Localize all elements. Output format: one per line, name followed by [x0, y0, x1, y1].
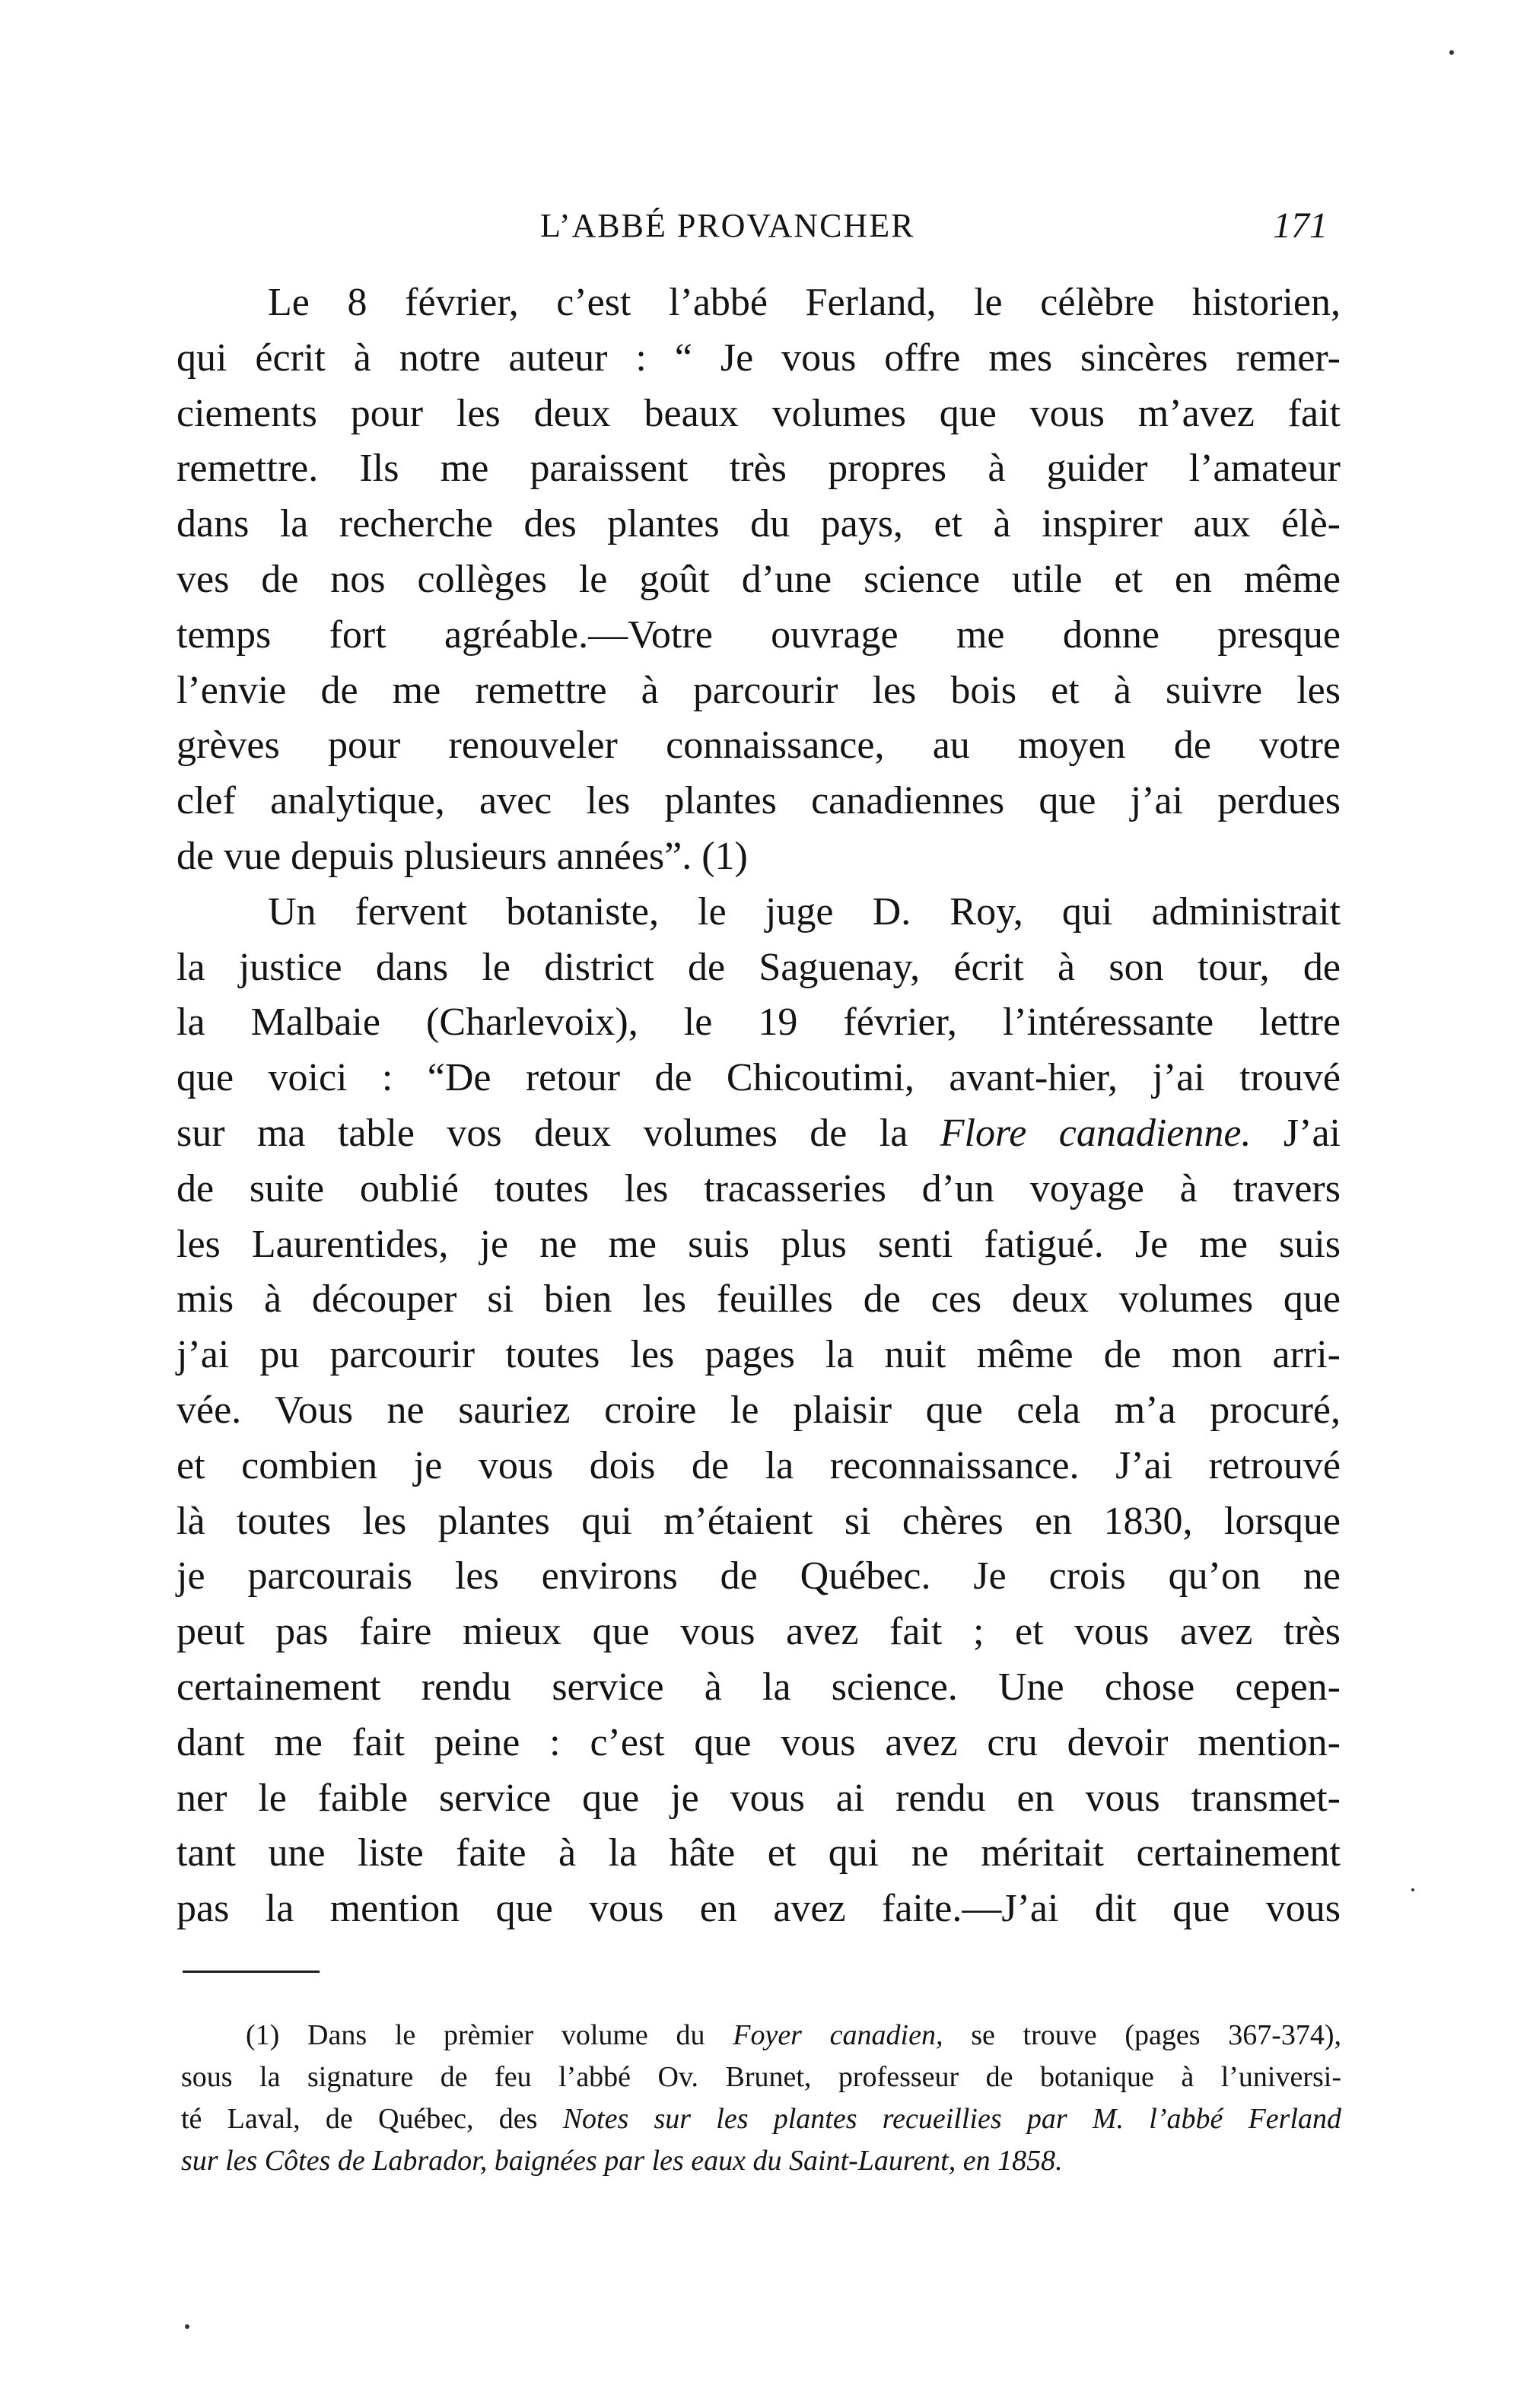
text-line: ner le faible service que je vous ai rendu en vous transmet-: [177, 1776, 1341, 1820]
paper-speck: [185, 2324, 189, 2329]
text-line: de vue depuis plusieurs années”. (1): [177, 834, 748, 878]
text-line: et combien je vous dois de la reconnaissance. J’ai retrouvé: [177, 1443, 1341, 1487]
footnote-line: [181, 2098, 1341, 2140]
text-line: tant une liste faite à la hâte et qui ne méritait certainement: [177, 1831, 1341, 1875]
text-line: de suite oublié toutes les tracasseries d’un voyage à travers: [177, 1166, 1341, 1210]
text-line: [177, 1106, 1341, 1162]
text-line: ves de nos collèges le goût d’une science utile et en même: [177, 557, 1341, 601]
text-line: dant me fait peine : c’est que vous avez cru devoir mention-: [177, 1720, 1341, 1764]
text-segment: té Laval, de Québec, des: [181, 2103, 538, 2135]
running-title: L’ABBÉ PROVANCHER: [540, 207, 915, 244]
italic-segment: Notes sur les plantes recueillies par M. l’abbé Ferland: [562, 2103, 1342, 2135]
text-line: peut pas faire mieux que vous avez fait ; et vous avez très: [177, 1610, 1341, 1654]
text-segment: (1) Dans le prèmier volume du: [246, 2019, 705, 2051]
footnote-line: sous la signature de feu l’abbé Ov. Brunet, professeur de botanique à l’universi-: [181, 2061, 1341, 2093]
italic-segment: en 1858.: [962, 2145, 1063, 2177]
text-line: temps fort agréable.—Votre ouvrage me donne presque: [177, 612, 1341, 657]
text-line: je parcourais les environs de Québec. Je crois qu’on ne: [177, 1554, 1341, 1598]
book-title-italic: Flore canadienne.: [940, 1111, 1252, 1155]
text-line: clef analytique, avec les plantes canadiennes que j’ai perdues: [177, 779, 1341, 823]
text-line: mis à découper si bien les feuilles de ces deux volumes que: [177, 1277, 1341, 1322]
footnote-rule: [183, 1971, 320, 1973]
italic-segment: sur les Côtes de Labrador,: [181, 2145, 488, 2177]
text-line: Un fervent botaniste, le juge D. Roy, qui administrait: [268, 889, 1341, 934]
text-line: la justice dans le district de Saguenay, écrit à son tour, de: [177, 945, 1341, 989]
text-line: ciements pour les deux beaux volumes que vous m’avez fait: [177, 391, 1341, 435]
paper-speck: [1449, 50, 1454, 55]
running-header: [183, 199, 1335, 253]
text-line: pas la mention que vous en avez faite.—J’ai dit que vous: [177, 1887, 1341, 1931]
text-segment: se trouve (pages 367-374),: [971, 2019, 1342, 2051]
text-line: que voici : “De retour de Chicoutimi, avant-hier, j’ai trouvé: [177, 1056, 1341, 1100]
text-segment: sur ma table vos deux volumes de la: [177, 1111, 908, 1155]
text-line: vée. Vous ne sauriez croire le plaisir que cela m’a procuré,: [177, 1388, 1341, 1432]
text-line: là toutes les plantes qui m’étaient si chères en 1830, lorsque: [177, 1499, 1341, 1543]
text-line: dans la recherche des plantes du pays, et à inspirer aux élè-: [177, 502, 1341, 546]
text-line: la Malbaie (Charlevoix), le 19 février, l’intéressante lettre: [177, 1000, 1341, 1045]
text-line: les Laurentides, je ne me suis plus senti fatigué. Je me suis: [177, 1222, 1341, 1266]
text-segment: J’ai: [1283, 1111, 1341, 1155]
footnote: [181, 2015, 1341, 2182]
body-text: [177, 275, 1341, 1937]
text-line: Le 8 février, c’est l’abbé Ferland, le célèbre historien,: [268, 281, 1341, 324]
paper-speck: [1411, 1888, 1414, 1891]
footnote-line: [181, 2140, 1341, 2182]
text-line: qui écrit à notre auteur : “ Je vous offre mes sincères remer-: [177, 336, 1341, 380]
footnote-line: [181, 2015, 1341, 2057]
italic-segment: baignées par les eaux du Saint-Laurent,: [494, 2145, 956, 2177]
page-number: 171: [1273, 205, 1328, 246]
text-line: j’ai pu parcourir toutes les pages la nuit même de mon arri-: [177, 1333, 1341, 1377]
text-line: remettre. Ils me paraissent très propres à guider l’amateur: [177, 447, 1341, 491]
text-line: l’envie de me remettre à parcourir les bois et à suivre les: [177, 668, 1341, 712]
italic-segment: Foyer canadien,: [733, 2019, 943, 2051]
text-line: grèves pour renouveler connaissance, au moyen de votre: [177, 724, 1341, 768]
text-line: certainement rendu service à la science. Une chose cepen-: [177, 1665, 1341, 1709]
